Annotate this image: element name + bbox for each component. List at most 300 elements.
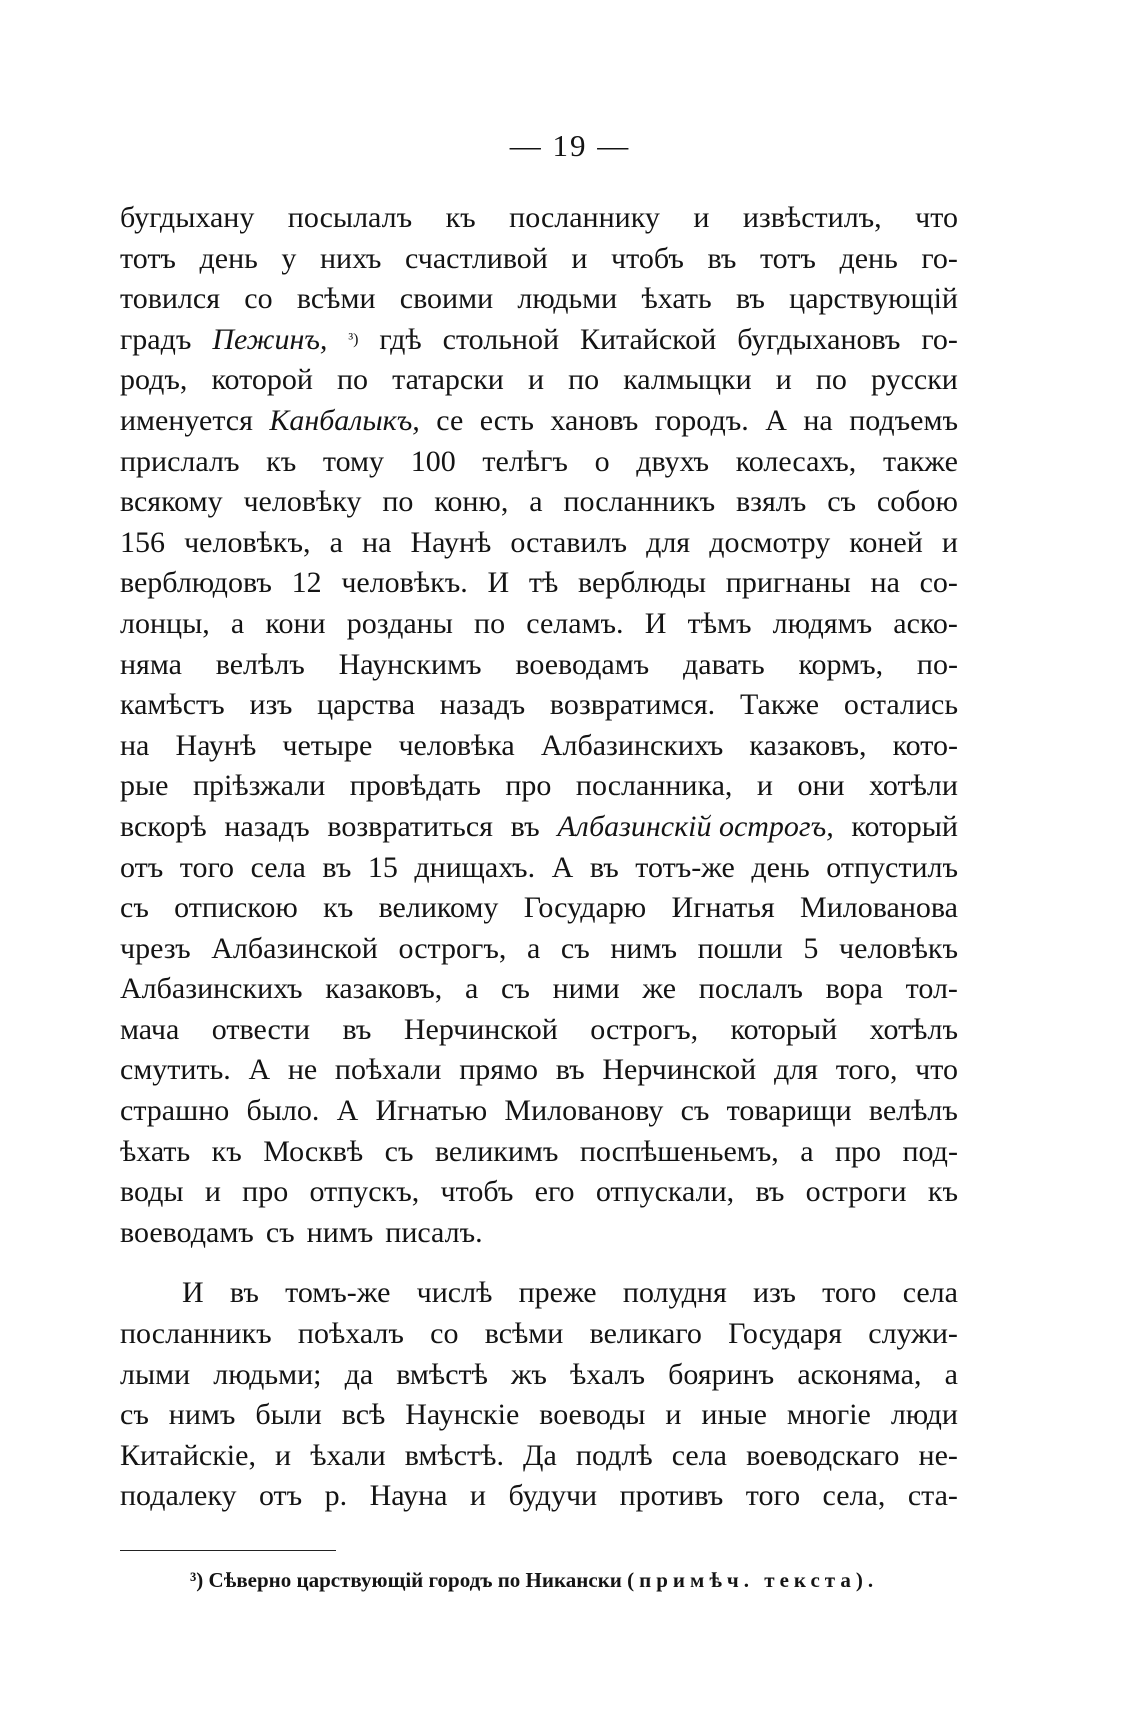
text-line [120,1314,958,1355]
word: кото- [892,728,958,762]
word: въ [735,282,765,316]
word: день [839,241,898,275]
word: тотъ [759,241,816,275]
word: И [182,1276,204,1310]
body-text [120,198,958,1517]
word: Албазинской [211,931,378,965]
word: 156 [120,525,165,559]
word: къ [445,201,476,234]
word: Китайскіе, [120,1438,256,1472]
word: великаго [589,1317,702,1351]
word: посланнику [509,201,660,234]
word: они [797,769,845,803]
text-line [120,198,958,239]
word: вскорѣ [120,809,207,843]
word: А [336,1094,359,1128]
word: Наунскимъ [338,647,482,681]
text-line [120,1355,958,1396]
word: нихъ [319,241,382,275]
word: въ [322,850,352,884]
text-line [120,1050,958,1091]
word: Албазинскихъ [120,972,303,1006]
text-line [120,1010,958,1051]
footnote-divider [120,1550,336,1551]
word: собою [876,485,958,519]
word: назадъ [439,688,526,722]
word: со- [919,566,958,600]
word: полудня [622,1276,727,1310]
word: стольной [442,322,560,356]
text-line [120,482,958,523]
word: Пежинъ, [212,322,328,356]
word: Албазинскихъ [540,728,724,762]
word: Милованову [504,1094,664,1128]
word: хотѣли [869,769,958,803]
word: не [287,1053,318,1087]
word: днищахъ. [414,850,536,884]
word: на [803,403,833,437]
word: со [244,282,273,316]
word: страшно [120,1094,230,1128]
word: посылалъ [287,201,413,234]
word: изъ [249,688,293,722]
word: съ [680,1094,710,1128]
word: поѣхалъ [297,1317,404,1351]
word: также [882,444,958,478]
word: людьми [517,282,618,316]
word: 12 [291,566,322,600]
word: а [230,606,245,640]
text-line [120,969,958,1010]
word: кони [265,606,326,640]
word: тол- [905,972,958,1006]
word: человѣкъ. [341,566,468,600]
word: лыми [120,1357,191,1391]
word: ста- [907,1479,958,1513]
word: и [941,525,958,559]
word: съ [384,1134,414,1168]
word: ѣхали [310,1438,386,1472]
word: Наунскіе [405,1398,520,1432]
word: не- [918,1438,958,1472]
text-line [120,1132,958,1173]
word: вора [825,972,883,1006]
word: воеводамъ [515,647,650,681]
word: городъ. [654,403,749,437]
word: счастливой [405,241,548,275]
word: на [362,525,392,559]
word: остались [843,688,958,722]
word: къ [927,1175,958,1209]
word: го- [921,322,958,356]
text-line [120,604,958,645]
word: къ [266,444,297,478]
word: русски [871,363,958,397]
text-line [120,929,958,970]
word: И [487,566,510,600]
word: и [693,201,710,234]
text-line [120,523,958,564]
word: острогъ, [398,931,507,965]
word: всѣми [296,282,376,316]
text-line [120,563,958,604]
word: чтобъ [440,1175,514,1209]
word: жъ [511,1357,547,1391]
word: досмотру [709,525,831,559]
word: всѣ [341,1398,386,1432]
word: по [815,363,847,397]
word: у [281,241,297,275]
word: Канбалыкъ, [269,403,420,437]
word: чрезъ [120,931,191,965]
word: и [571,241,588,275]
word: царства [317,688,416,722]
word: поѣхали [334,1053,442,1087]
word: и [469,1479,486,1513]
word: ѣхать [641,282,712,316]
word: посланникъ [563,485,716,519]
word: Игнатья [671,891,775,925]
word: кормъ, [798,647,884,681]
text-line [120,1436,958,1477]
word: тотъ [120,241,176,275]
word: своими [399,282,494,316]
text-line [120,1213,958,1254]
word: въ [229,1276,259,1310]
text-line [120,766,958,807]
word: мача [120,1012,180,1046]
word: которой [211,363,313,397]
word: Москвѣ [263,1134,364,1168]
word: села, [822,1479,886,1513]
word: и [756,769,773,803]
word: провѣдать [349,769,481,803]
word: были [255,1398,322,1432]
word: Да [523,1438,557,1472]
word: коней [849,525,923,559]
word: и [527,363,544,397]
word: тѣ [528,566,559,600]
word: селамъ. [526,606,624,640]
word: въ [342,1012,372,1046]
word: чтобъ [611,241,684,275]
word: И [644,606,667,640]
paragraph [120,198,958,1253]
word: воеводамъ [120,1215,254,1249]
word: татарски [392,363,504,397]
word: Наунѣ [175,728,257,762]
word: извѣстилъ, [742,201,882,234]
word: многіе [786,1398,871,1432]
word: посланникъ [120,1317,272,1351]
word: а [944,1357,958,1391]
word: отпускъ, [309,1175,420,1209]
word: колесахъ, [735,444,857,478]
text-line [120,848,958,889]
page-number: — 19 — [509,128,631,163]
word: же [642,972,677,1006]
word: для [646,525,691,559]
word: къ [323,891,354,925]
word: взялъ [735,485,807,519]
word: товился [120,282,221,316]
text-line [120,1476,958,1517]
word: человѣкъ, [184,525,311,559]
word: А [765,403,787,437]
footnote [190,1568,878,1593]
word: день [199,241,258,275]
word: тотъ-же [635,850,735,884]
word: преже [518,1276,597,1310]
word: камѣстъ [120,688,225,722]
word: верблюдовъ [120,566,272,600]
word: съ [501,972,530,1006]
word: назадъ [224,809,310,843]
word: велѣлъ [215,647,305,681]
word: отпустилъ [826,850,958,884]
word: а [800,1134,814,1168]
word: день [751,850,810,884]
word: великимъ [434,1134,559,1168]
word: розданы [346,606,453,640]
word: воеводскаго [746,1438,900,1472]
word: со [430,1317,459,1351]
word: коню, [434,485,509,519]
word: воды [120,1175,184,1209]
word: 5 [803,931,819,965]
word: отъ [120,850,164,884]
word: человѣкъ [839,931,958,965]
word: по- [916,647,958,681]
word: есть [479,403,534,437]
word: Нерчинской [602,1053,757,1087]
word: по [336,363,369,397]
word: подъемъ [849,403,958,437]
word: изъ [753,1276,796,1310]
word: а [465,972,479,1006]
word: вмѣстѣ. [404,1438,504,1472]
text-line [120,1091,958,1132]
text-line [120,360,958,401]
word: казаковъ, [325,972,443,1006]
word: бугдыхану [120,201,255,234]
word: Государю [523,891,647,925]
word: его [534,1175,575,1209]
word: воеводы [539,1398,646,1432]
word: человѣка [398,728,515,762]
word: съ [265,1215,295,1249]
word: съ [560,931,590,965]
word: тому [322,444,385,478]
word: по [568,363,600,397]
word: А [248,1053,271,1087]
word: поспѣшеньемъ, [579,1134,779,1168]
text-line [120,888,958,929]
word: Науна [369,1479,448,1513]
word: Также [739,688,820,722]
word: 100 [410,444,456,478]
word: пригнаны [725,566,851,600]
word: томъ-же [285,1276,391,1310]
word: а [329,525,343,559]
word: въ [510,809,540,843]
word: подалеку [120,1479,237,1513]
word: великому [378,891,499,925]
word: царствующій [789,282,958,316]
word: про [834,1134,882,1168]
word: на [870,566,900,600]
word: остроги [805,1175,907,1209]
word: Нерчинской [403,1012,558,1046]
word: въ [707,241,737,275]
word: отъ [258,1479,303,1513]
paragraph-gap [120,1253,958,1273]
word: да [344,1357,374,1391]
word: людямъ [772,606,873,640]
word: прислалъ [120,444,240,478]
word: числѣ [416,1276,493,1310]
word: лонцы, [120,606,210,640]
word: верблюды [577,566,707,600]
word: для [773,1053,818,1087]
word: того [745,1479,801,1513]
word: а [529,485,543,519]
text-line [120,1172,958,1213]
word: люди [890,1398,958,1432]
text-line [120,1395,958,1436]
word: что [915,201,958,234]
word: съ [120,891,149,925]
text-line [120,279,958,320]
text-line [120,401,958,442]
word: казаковъ, [749,728,867,762]
word: который [851,809,958,843]
text-line [120,645,958,686]
word: человѣку [243,485,362,519]
word: родъ, [120,363,188,397]
word: Милованова [800,891,958,925]
word: съ [120,1398,149,1432]
word: противъ [619,1479,724,1513]
word: асконяма, [797,1357,922,1391]
word: ѣхалъ [570,1357,645,1391]
word: писалъ. [385,1215,483,1249]
word: под- [902,1134,958,1168]
footnote-marker: ³) [190,1568,204,1592]
word: хотѣлъ [869,1012,958,1046]
word: градъ [120,322,192,356]
word: вмѣстѣ [396,1357,488,1391]
word: о [594,444,610,478]
word: что [915,1053,958,1087]
word: про [505,769,552,803]
word: острогъ, [590,1012,699,1046]
text-line [120,320,958,361]
word: се [436,403,464,437]
word: въ [555,1053,585,1087]
text-line [120,239,958,280]
word: Игнатью [375,1094,488,1128]
word: отпускали, [595,1175,735,1209]
word: бояринъ [668,1357,775,1391]
word: а [526,931,541,965]
word: прямо [459,1053,539,1087]
word: всякому [120,485,223,519]
word: возвратимся. [549,688,716,722]
word: на [120,728,150,762]
word: рые [120,769,169,803]
word: калмыцки [623,363,752,397]
word: по [474,606,506,640]
word: который [730,1012,838,1046]
word: того [822,1276,877,1310]
word: го- [921,241,958,275]
word: по [382,485,414,519]
word: послалъ [698,972,803,1006]
word: и [275,1438,292,1472]
word: Наунѣ [410,525,492,559]
text-line [120,807,958,848]
word: людьми; [213,1357,322,1391]
text-line [120,685,958,726]
word: двухъ [636,444,710,478]
word: пошли [697,931,783,965]
word: велѣлъ [868,1094,958,1128]
word: хановъ [550,403,639,437]
word: телѣгъ [482,444,568,478]
text-line [120,442,958,483]
word: возвратиться [327,809,493,843]
word: служи- [868,1317,958,1351]
word: тѣмъ [687,606,752,640]
word: оставилъ [510,525,627,559]
footnote-note: (примѣч. текста). [627,1568,879,1592]
word: всѣми [484,1317,564,1351]
text-line [120,726,958,767]
word: отвести [211,1012,311,1046]
word: смутить. [120,1053,231,1087]
word: А [551,850,574,884]
word: нимъ [610,931,677,965]
word: бугдыхановъ [737,322,901,356]
word: Албазинскій острогъ, [557,809,834,843]
word: Китайской [579,322,717,356]
word: ними [552,972,620,1006]
word: гдѣ [379,322,422,356]
footnote-text: Сѣверно царствующій городъ по Никански [208,1568,622,1592]
word: того [179,850,235,884]
word: того, [835,1053,898,1087]
text-line [120,1273,958,1314]
word: р. [324,1479,348,1513]
word: отпискою [174,891,298,925]
word: посланника, [575,769,733,803]
word: къ [211,1134,242,1168]
word: села [902,1276,958,1310]
word: иные [701,1398,767,1432]
word: съ [827,485,857,519]
word: подлѣ [575,1438,653,1472]
word: четыре [282,728,373,762]
word: и [775,363,792,397]
word: нимъ [306,1215,374,1249]
word: про [242,1175,289,1209]
word: было. [246,1094,320,1128]
word: 15 [367,850,398,884]
word: и [204,1175,221,1209]
word: давать [683,647,765,681]
word: въ [755,1175,785,1209]
